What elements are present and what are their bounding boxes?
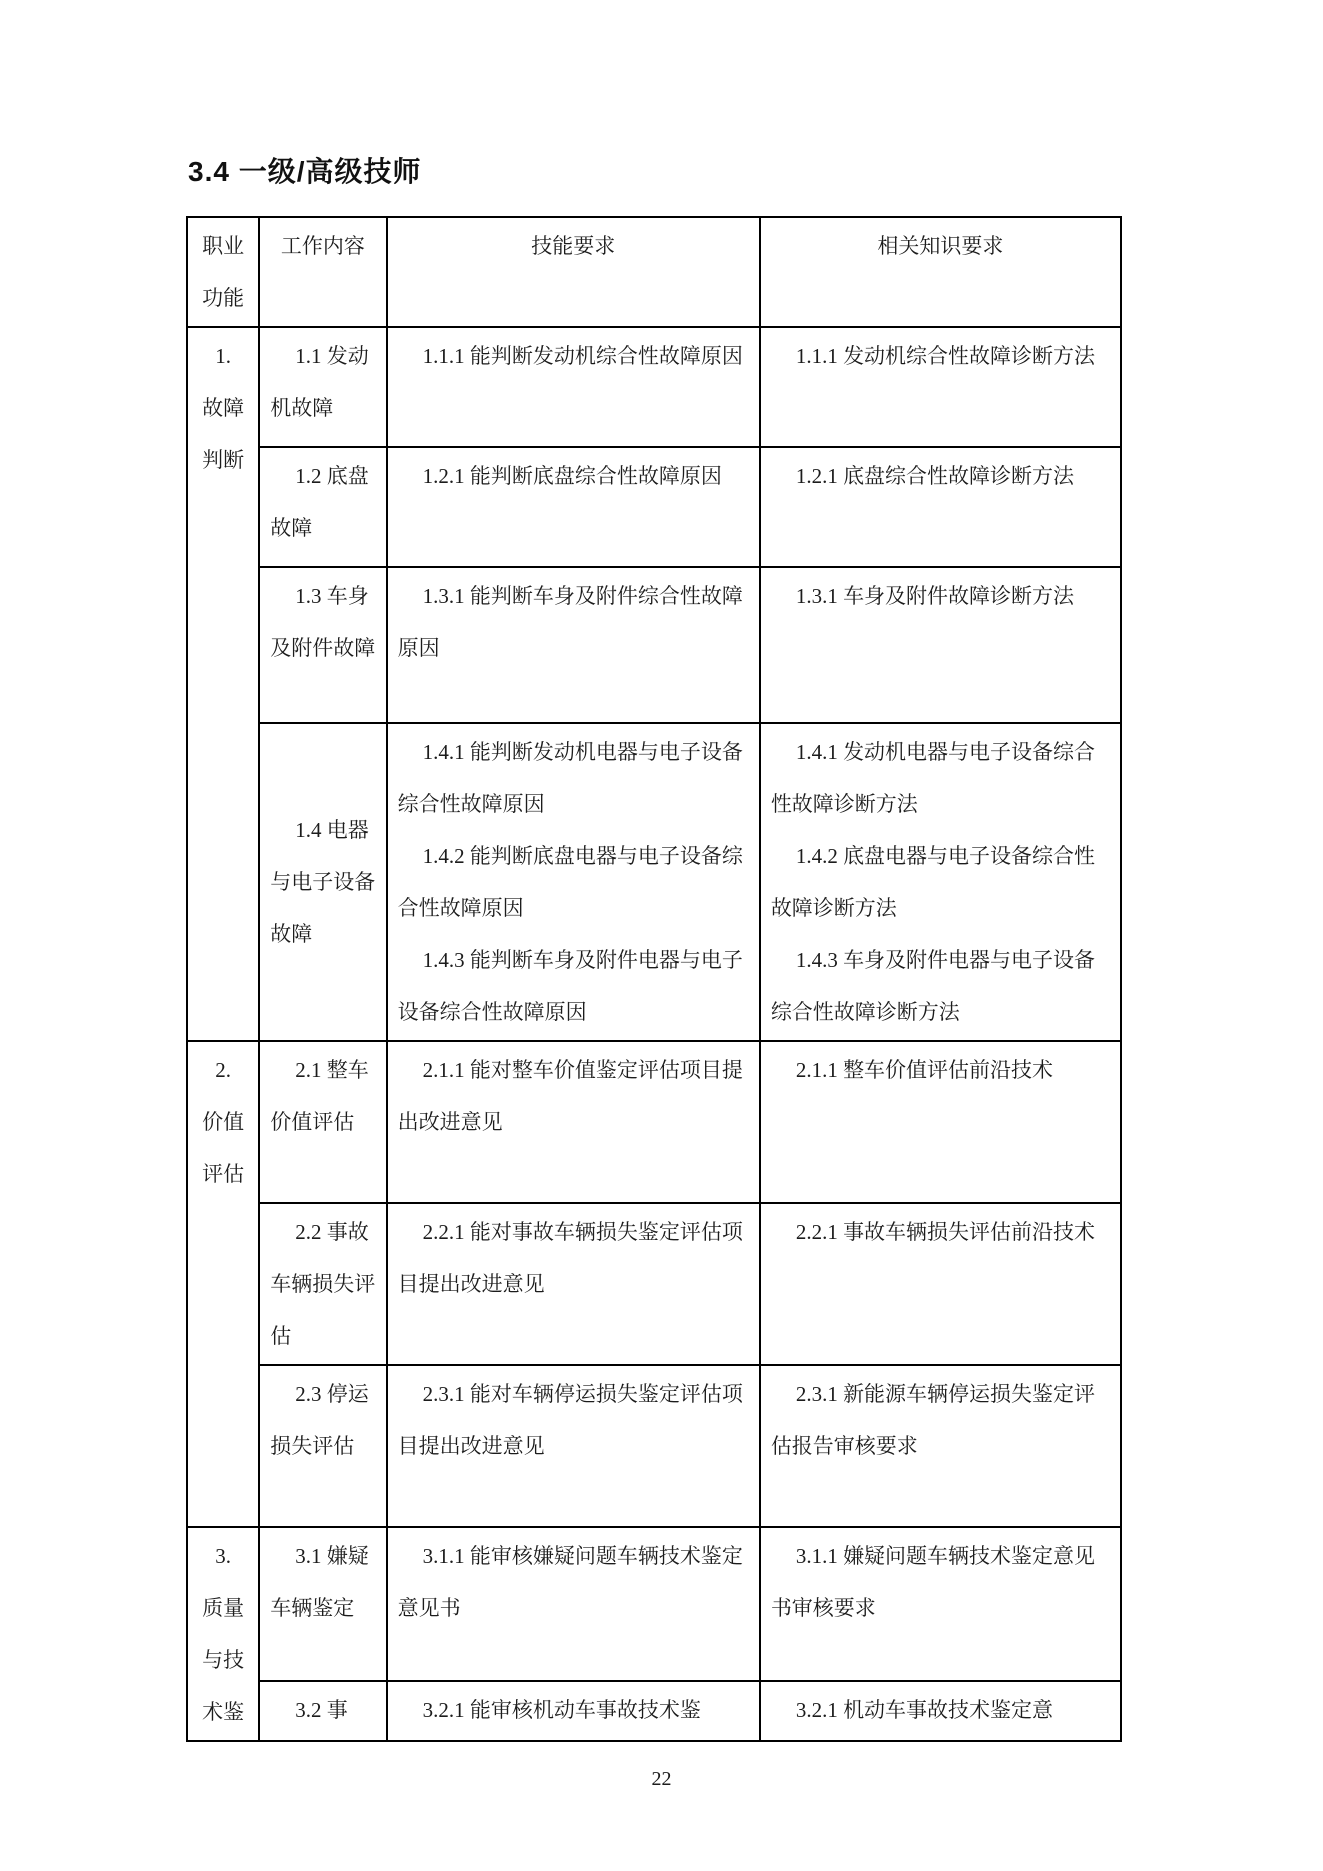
knowledge-cell-1-1: 1.1.1 发动机综合性故障诊断方法: [760, 327, 1121, 447]
work-cell-1-4: 1.4 电器与电子设备故障: [259, 723, 386, 1041]
knowledge-cell-2-3: 2.3.1 新能源车辆停运损失鉴定评估报告审核要求: [760, 1365, 1121, 1527]
knowledge-cell-3-1: 3.1.1 嫌疑问题车辆技术鉴定意见书审核要求: [760, 1527, 1121, 1681]
table-row: [187, 1041, 1121, 1203]
skill-cell-1-3: 1.3.1 能判断车身及附件综合性故障原因: [387, 567, 760, 723]
header-occupation-function: 职业功能: [187, 217, 259, 327]
skill-cell-1-4: 1.4.1 能判断发动机电器与电子设备综合性故障原因 1.4.2 能判断底盘电器与电子设备综合性故障原因 1.4.3 能判断车身及附件电器与电子设备综合性故障原因: [387, 723, 760, 1041]
skill-cell-2-1: 2.1.1 能对整车价值鉴定评估项目提出改进意见: [387, 1041, 760, 1203]
table-row: [187, 1527, 1121, 1681]
skill-cell-2-3: 2.3.1 能对车辆停运损失鉴定评估项目提出改进意见: [387, 1365, 760, 1527]
header-knowledge-requirements: 相关知识要求: [760, 217, 1121, 327]
skill-cell-3-1: 3.1.1 能审核嫌疑问题车辆技术鉴定意见书: [387, 1527, 760, 1681]
table-row: [187, 447, 1121, 567]
table-row: [187, 1365, 1121, 1527]
work-cell-1-2: 1.2 底盘故障: [259, 447, 386, 567]
function-number: 2.: [215, 1058, 231, 1082]
work-cell-2-1: 2.1 整车价值评估: [259, 1041, 386, 1203]
table-row: [187, 1203, 1121, 1365]
function-label: 质量与技术鉴: [202, 1596, 245, 1724]
page-number: 22: [651, 1768, 672, 1790]
work-cell-3-2: 3.2 事: [259, 1681, 386, 1741]
function-cell-1: [187, 327, 259, 1041]
table-row: [187, 567, 1121, 723]
function-number: 1.: [215, 344, 231, 368]
function-number: 3.: [215, 1544, 231, 1568]
function-label: 价值评估: [202, 1110, 245, 1186]
knowledge-cell-3-2: 3.2.1 机动车事故技术鉴定意: [760, 1681, 1121, 1741]
function-label: 故障判断: [202, 396, 245, 472]
function-cell-2: [187, 1041, 259, 1527]
knowledge-cell-1-4: 1.4.1 发动机电器与电子设备综合性故障诊断方法 1.4.2 底盘电器与电子设备综合性故障诊断方法 1.4.3 车身及附件电器与电子设备综合性故障诊断方法: [760, 723, 1121, 1041]
header-skill-requirements: 技能要求: [387, 217, 760, 327]
table-row: [187, 327, 1121, 447]
skill-cell-1-1: 1.1.1 能判断发动机综合性故障原因: [387, 327, 760, 447]
work-cell-1-3: 1.3 车身及附件故障: [259, 567, 386, 723]
table-row: [187, 723, 1121, 1041]
knowledge-cell-1-3: 1.3.1 车身及附件故障诊断方法: [760, 567, 1121, 723]
knowledge-cell-1-2: 1.2.1 底盘综合性故障诊断方法: [760, 447, 1121, 567]
work-cell-1-1: 1.1 发动机故障: [259, 327, 386, 447]
work-cell-2-2: 2.2 事故车辆损失评估: [259, 1203, 386, 1365]
knowledge-cell-2-2: 2.2.1 事故车辆损失评估前沿技术: [760, 1203, 1121, 1365]
section-title: 3.4 一级/高级技师: [188, 156, 422, 187]
table-header-row: [187, 217, 1121, 327]
work-cell-2-3: 2.3 停运损失评估: [259, 1365, 386, 1527]
skill-cell-2-2: 2.2.1 能对事故车辆损失鉴定评估项目提出改进意见: [387, 1203, 760, 1365]
skill-cell-1-2: 1.2.1 能判断底盘综合性故障原因: [387, 447, 760, 567]
header-work-content: 工作内容: [259, 217, 386, 327]
table-row: [187, 1681, 1121, 1741]
knowledge-cell-2-1: 2.1.1 整车价值评估前沿技术: [760, 1041, 1121, 1203]
function-cell-3: [187, 1527, 259, 1741]
qualification-table: [186, 216, 1122, 1742]
work-cell-3-1: 3.1 嫌疑车辆鉴定: [259, 1527, 386, 1681]
skill-cell-3-2: 3.2.1 能审核机动车事故技术鉴: [387, 1681, 760, 1741]
